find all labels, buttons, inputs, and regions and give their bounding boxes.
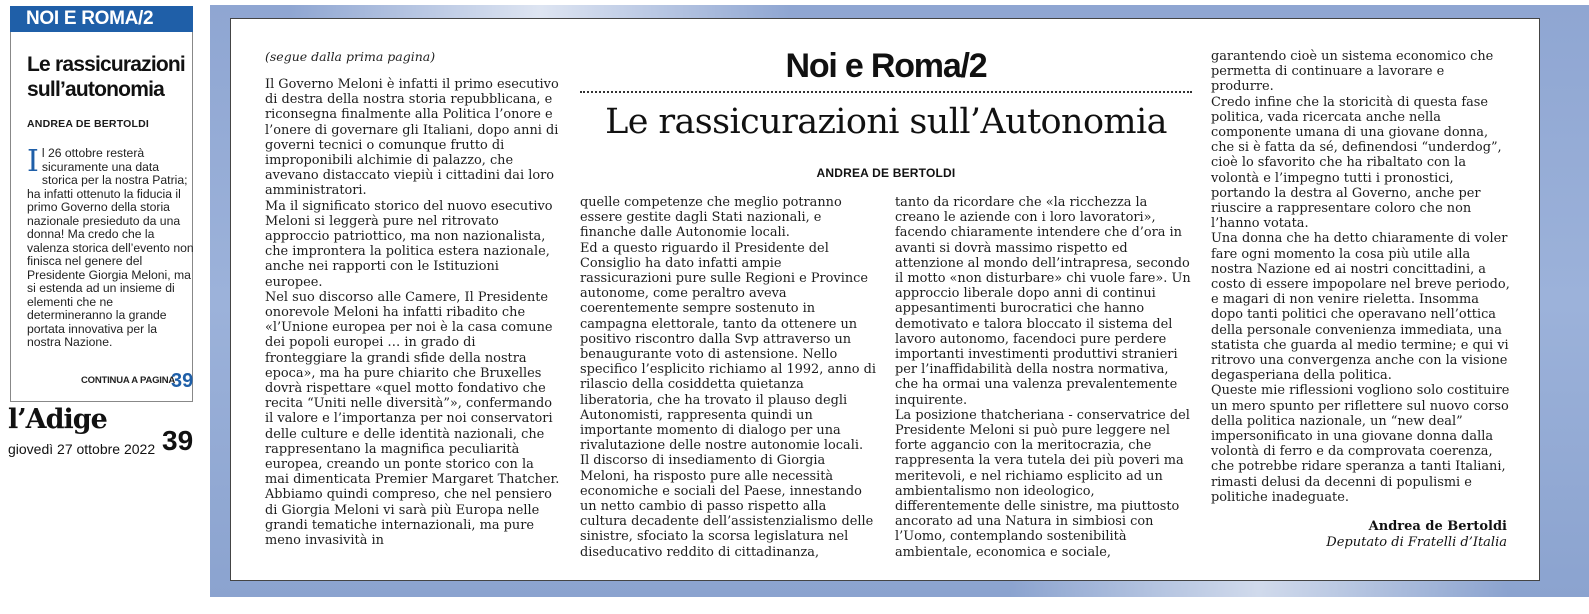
paragraph: Ed a questo riguardo il Presidente del Consiglio ha dato infatti ampie rassicurazioni pure sulle Regioni e Province autonome, come peraltro aveva coerentemente sempre sostenuto in campagna elettorale, tanto da ottenere un positivo riscontro dalla Svp attraverso un benaugurante voto di astensione. Nello specifico l’esplicito richiamo al 1992, anno di rilascio della cosiddetta quietanza liberatoria, che ha trovato il plauso degli Autonomisti, rappresenta quindi un importante momento di dialogo per una rivalutazione delle nostre autonomie locali. — [580, 240, 876, 454]
article-column-4 — [1211, 49, 1511, 505]
paragraph: Credo infine che la storicità di questa fase politica, vada ricercata anche nella componente umana di una giovane donna, che si è fatta da sé, definendosi “underdog”, cioè lo sfavorito che ha ribaltato con la volontà e l’impegno tutti i pronostici, portando la destra al Governo, anche per riuscire a rappresentare coloro che non l’hanno votata. — [1211, 94, 1502, 232]
paragraph: garantendo cioè un sistema economico che permetta di continuare a lavorare e produrre. — [1211, 49, 1494, 95]
paragraph: Nel suo discorso alle Camere, Il Presidente onorevole Meloni ha infatti ribadito che «l’Unione europea per noi è la casa comune dei popoli europei … in grado di fronteggiare la grandi sfide della nostra epoca», ma ha pure chiarito che Bruxelles dovrà rispettare «quel motto fondativo che recita “Uniti nelle diversità”», confermando il valore e l’importanza per noi conservatori delle culture e delle identità nazionali, che rappresentano la magnifica peculiarità europea, creando un ponte storico con la mai dimenticata Premier Margaret Thatcher. — [265, 289, 560, 488]
paragraph: Abbiamo quindi compreso, che nel pensiero di Giorgia Meloni vi sarà più Europa nelle grandi tematiche internazionali, ma pure meno invasività in — [265, 487, 552, 549]
teaser-box — [10, 32, 193, 402]
paragraph: Il discorso di insediamento di Giorgia Meloni, ha risposto pure alle necessità economiche e sociali del Paese, innestando un netto cambio di passo rispetto alla cultura decadente dell’assistenzialismo delle sinistre, sfociato la scorsa legislatura nel diseducativo reddito di cittadinanza, — [580, 453, 874, 560]
front-page-teaser — [0, 0, 205, 614]
article-column-1 — [265, 77, 560, 548]
paragraph: tanto da ricordare che «la ricchezza la creano le aziende con i loro lavoratori», facendo chiaramente intendere che d’ora in avanti si dovrà massimo rispetto ed attenzione al mondo dell’intrapresa, secondo il motto «non disturbare» chi vuole fare». Un approccio liberale dopo anni di continui appesantimenti burocratici che hanno demotivato e talora bloccato il sistema del lavoro autonomo, facendoci pure perdere importanti investimenti produttivi stranieri per l’inaffidabilità della nostra normativa, che ha ormai una valenza prevalentemente inquirente. — [895, 195, 1191, 408]
newspaper-logo: l’Adige — [8, 404, 107, 435]
issue-date: giovedì 27 ottobre 2022 — [8, 441, 156, 457]
continued-note: (segue dalla prima pagina) — [265, 49, 436, 64]
drop-cap: I — [27, 144, 39, 179]
article-byline: ANDREA DE BERTOLDI — [816, 166, 956, 180]
article-page — [230, 18, 1540, 581]
paragraph: quelle competenze che meglio potranno essere gestite dagli Stati nazionali, e finanche dalle Autonomie locali. — [580, 195, 842, 241]
paragraph: Queste mie riflessioni vogliono solo costituire un mero spunto per riflettere sul nuovo corso della politica nazionale, un “new deal” impersonificato in una giovane donna dalla volontà di ferro e da comprovata coerenza, che potrebbe ridare speranza a tanti Italiani, rimasti delusi da decenni di populismi e politiche inadeguate. — [1211, 383, 1510, 505]
signature-name: Andrea de Bertoldi — [1368, 519, 1507, 534]
paragraph: Una donna che ha detto chiaramente di voler fare ogni momento la cosa più utile alla nostra Nazione ed ai nostri concittadini, a costo di essere impopolare nel breve periodo, e magari di non venire rieletta. Insomma dopo tanti politici che operavano nell’ottica della personale convenienza immediata, una statista che guarda al medio termine; e qui vi ritrovo una convergenza anche con la visione degasperiana della politica. — [1211, 231, 1510, 384]
continue-page-link[interactable]: 39 — [171, 370, 194, 392]
paragraph: Il Governo Meloni è infatti il primo esecutivo di destra della nostra storia repubblicana, e riconsegna finalmente alla Politica l’onore e l’onere di governare gli Italiani, dopo anni di governi tecnici o comunque frutto di improponibili alchimie di palazzo, che avevano distaccato viepiù i cittadini dai loro amministratori. — [265, 77, 559, 199]
paragraph: Ma il significato storico del nuovo esecutivo Meloni si leggerà pure nel ritrovato approccio patriottico, ma non nazionalista, che improntera la politica estera nazionale, anche nei rapporti con le Istituzioni europee. — [265, 198, 553, 290]
teaser-author: ANDREA DE BERTOLDI — [27, 118, 150, 130]
continue-label: CONTINUA A PAGINA — [81, 375, 176, 386]
article-headline: Le rassicurazioni sull’Autonomia — [605, 102, 1167, 142]
section-tag: NOI E ROMA/2 — [10, 6, 193, 32]
teaser-text: l 26 ottobre resterà sicuramente una data storica per la nostra Patria; ha infatti ottenuto la fiducia il primo Governo della storia nazionale presieduto da una donna! Ma credo che la valenza storica dell’evento non finisca nel genere del Presidente Giorgia Meloni, ma si estenda ad un insieme di elementi che ne determineranno la grande portata innovativa per la nostra Nazione. — [27, 146, 194, 349]
teaser-body — [27, 144, 194, 350]
paragraph: La posizione thatcheriana - conservatrice del Presidente Meloni si può pure leggere nel forte aggancio con la meritocrazia, che rappresenta la vera tutela dei più poveri ma meritevoli, e nel richiamo esplicito ad un ambientalismo non ideologico, differentemente delle sinistre, ma piuttosto ancorato ad una Natura in simbiosi con l’Uomo, contemplando sostenibilità ambientale, economica e sociale, — [895, 407, 1190, 560]
kicker-divider — [580, 91, 1192, 93]
article-column-2 — [580, 195, 876, 560]
teaser-title: Le rassicurazioni sull’autonomia — [27, 53, 185, 101]
page-number: 39 — [162, 425, 194, 456]
signature-role: Deputato di Fratelli d’Italia — [1326, 535, 1507, 550]
article-kicker: Noi e Roma/2 — [785, 47, 987, 85]
article-column-3 — [895, 195, 1191, 560]
